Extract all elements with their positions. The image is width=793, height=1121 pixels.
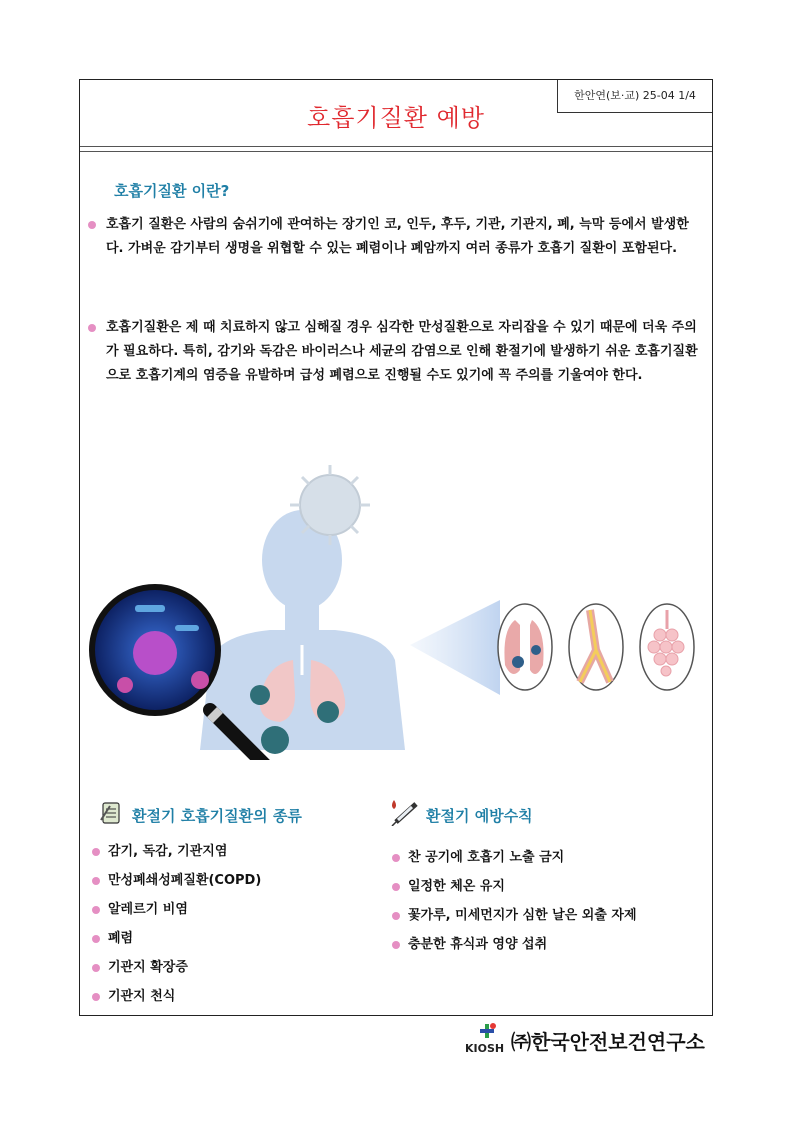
bullet-icon [392,854,400,862]
list-item: 감기, 독감, 기관지염 [92,842,261,871]
bullet-icon [92,993,100,1001]
bullet-icon [92,848,100,856]
bullet-icon [92,877,100,885]
bullet-icon [392,941,400,949]
document-frame [79,79,713,1016]
bronchus-closeup-icon [569,604,623,690]
bullet-icon [92,935,100,943]
document-number: 한안연(보·교) 25-04 1/4 [557,80,712,113]
clipboard-icon [98,800,124,826]
lung-closeup-icon [498,604,552,690]
bullet-icon [392,883,400,891]
kiosh-logo-icon [475,1022,501,1042]
header-divider [80,146,712,147]
intro-paragraph-1-text: 호흡기 질환은 사람의 숨쉬기에 관여하는 장기인 코, 인두, 후두, 기관, 기관지, 폐, 늑막 등에서 발생한다. 가벼운 감기부터 생명을 위협할 수 있는 폐렴이나 폐암까지 여러 종류가 호흡기 질환이 포함된다. [106,217,689,256]
bullet-icon [92,964,100,972]
intro-paragraph-1 [106,213,706,261]
list-item: 찬 공기에 호흡기 노출 금지 [392,848,637,877]
list-item: 기관지 확장증 [92,958,261,987]
prevention-heading: 환절기 예방수칙 [426,807,533,825]
list-item: 폐렴 [92,929,261,958]
syringe-icon [386,796,420,826]
intro-heading: 호흡기질환 이란? [114,182,230,200]
list-item: 일정한 체온 유지 [392,877,637,906]
kiosh-logo-text: KIOSH [465,1042,505,1055]
intro-paragraph-2 [106,316,706,388]
types-heading: 환절기 호흡기질환의 종류 [132,807,302,825]
virus-icon [290,465,370,545]
intro-paragraph-2-text: 호흡기질환은 제 때 치료하지 않고 심해질 경우 심각한 만성질환으로 자리잡을 수 있기 때문에 더욱 주의가 필요하다. 특히, 감기와 독감은 바이러스나 세균의 감염으로 인해 환절기에 발생하기 쉬운 호흡기질환으로 호흡기계의 염증을 유발하며 급성 폐렴으로 진행될 수도 있기에 꼭 주의를 기울여야 한다. [106,320,698,383]
bullet-icon [88,324,96,332]
list-item: 충분한 휴식과 영양 섭취 [392,935,637,964]
list-item: 꽃가루, 미세먼지가 심한 날은 외출 자제 [392,906,637,935]
footer [465,1022,710,1056]
alveoli-closeup-icon [640,604,694,690]
organization-name: ㈜한국안전보건연구소 [511,1030,705,1054]
list-item: 만성폐쇄성폐질환(COPD) [92,871,261,900]
human-silhouette-icon [200,510,405,750]
bullet-icon [88,221,96,229]
header-divider-second [80,151,712,152]
zoom-beam [410,600,500,695]
types-list [92,842,261,1016]
bullet-icon [92,906,100,914]
bullet-icon [392,912,400,920]
prevention-list [392,848,637,964]
page-title: 호흡기질환 예방 [307,104,485,132]
list-item: 기관지 천식 [92,987,261,1016]
respiratory-illustration [80,450,714,760]
list-item: 알레르기 비염 [92,900,261,929]
